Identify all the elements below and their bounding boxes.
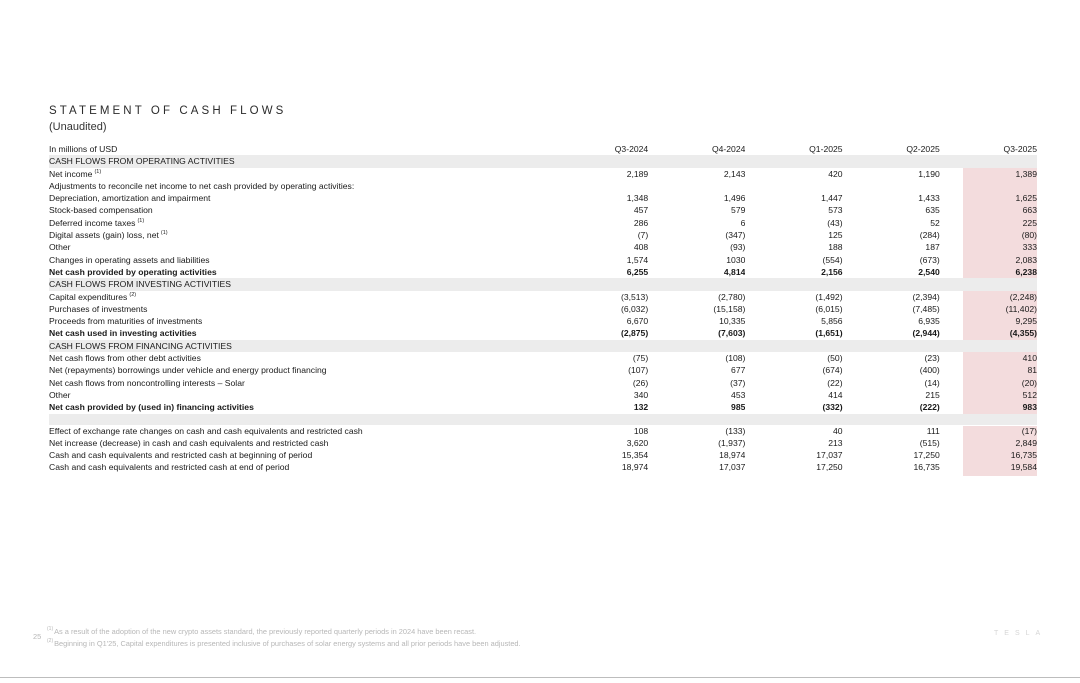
- footnote-ref: (1): [160, 230, 168, 237]
- cell-q4-2024: (7,603): [718, 328, 746, 339]
- row-label: Net (repayments) borrowings under vehicle and energy product financing: [49, 365, 327, 376]
- table-row: [49, 377, 1037, 389]
- cell-q2-2025: 52: [930, 217, 940, 228]
- table-row: [49, 192, 1037, 204]
- column-header: Q3-2025: [1003, 144, 1037, 154]
- cell-q3-2025: 1,389: [1015, 168, 1037, 179]
- cell-q3-2025: 2,849: [1015, 437, 1037, 448]
- cell-q2-2025: 215: [925, 389, 940, 400]
- cell-q1-2025: 125: [828, 230, 843, 241]
- cell-q1-2025: 5,856: [821, 316, 843, 327]
- table-row: [49, 389, 1037, 401]
- cell-q2-2025: (222): [919, 402, 940, 413]
- section-header-operating: CASH FLOWS FROM OPERATING ACTIVITIES: [49, 155, 1037, 167]
- row-label: Digital assets (gain) loss, net $^{(1)}$: [49, 230, 168, 241]
- cell-q3-2025: 2,083: [1015, 254, 1037, 265]
- cell-q2-2025: (400): [919, 365, 940, 376]
- footnote-1-text: As a result of the adoption of the new crypto assets standard, the previously reported quarterly periods in 2024 have been recast.: [54, 627, 477, 636]
- footnote-2: [47, 639, 521, 648]
- footnote-2-marker: (2): [47, 638, 54, 644]
- unit-label: In millions of USD: [49, 144, 118, 154]
- cell-q3-2024: (107): [628, 365, 649, 376]
- section-header-financing: CASH FLOWS FROM FINANCING ACTIVITIES: [49, 340, 1037, 352]
- cell-q2-2025: 111: [926, 425, 940, 436]
- cell-q1-2025: (674): [822, 365, 843, 376]
- cell-q4-2024: 18,974: [719, 450, 746, 461]
- cell-q4-2024: 17,037: [719, 462, 746, 473]
- cell-q3-2024: 3,620: [626, 437, 649, 448]
- cell-q2-2025: 16,735: [913, 462, 940, 473]
- cell-q4-2024: 579: [731, 205, 746, 216]
- cell-q3-2025: 333: [1022, 242, 1037, 253]
- cell-q3-2025: 983: [1022, 402, 1037, 413]
- cell-q4-2024: (108): [725, 353, 746, 364]
- table-row: [49, 204, 1037, 216]
- column-header: Q2-2025: [906, 144, 940, 154]
- row-label: Net increase (decrease) in cash and cash equivalents and restricted cash: [49, 437, 329, 448]
- table-row: [49, 217, 1037, 229]
- cell-q2-2025: 635: [925, 205, 940, 216]
- page-bottom-rule: [0, 677, 1080, 678]
- table-row: [49, 315, 1037, 327]
- row-label: Capital expenditures $^{(2)}$: [49, 291, 137, 302]
- cell-q3-2024: 340: [633, 389, 649, 400]
- table-header-row: [49, 143, 1037, 155]
- page-title: STATEMENT OF CASH FLOWS: [49, 105, 287, 117]
- cell-q4-2024: 2,143: [723, 168, 746, 179]
- cell-q2-2025: (23): [924, 353, 940, 364]
- adjustments-row: Adjustments to reconcile net income to net cash provided by operating activities:: [49, 180, 355, 191]
- subtotal-row: [49, 266, 1037, 278]
- cell-q3-2025: 512: [1022, 389, 1037, 400]
- cell-q3-2025: 81: [1027, 365, 1037, 376]
- cell-q3-2025: (11,402): [1005, 303, 1037, 314]
- section-divider: [49, 414, 1037, 425]
- cell-q3-2025: 6,238: [1015, 266, 1037, 277]
- column-header: Q4-2024: [711, 144, 746, 154]
- row-label: Cash and cash equivalents and restricted cash at beginning of period: [49, 450, 313, 461]
- row-label: Effect of exchange rate changes on cash and cash equivalents and restricted cash: [49, 425, 363, 436]
- cell-q1-2025: (332): [822, 402, 843, 413]
- cell-q1-2025: 414: [828, 389, 843, 400]
- cell-q2-2025: 2,540: [918, 266, 940, 277]
- cell-q4-2024: 453: [731, 389, 746, 400]
- row-label: Changes in operating assets and liabilities: [49, 254, 210, 265]
- table-row: [49, 352, 1037, 364]
- cell-q4-2024: (2,780): [718, 291, 746, 302]
- cell-q2-2025: (515): [919, 437, 940, 448]
- row-label: Stock-based compensation: [49, 205, 153, 216]
- page-number: 25: [33, 632, 42, 641]
- footnote-2-text: Beginning in Q1'25, Capital expenditures is presented inclusive of purchases of solar energy systems and all prior periods have been adjusted.: [54, 639, 521, 648]
- cell-q1-2025: (50): [827, 353, 843, 364]
- section-header-investing: CASH FLOWS FROM INVESTING ACTIVITIES: [49, 278, 1037, 290]
- cell-q4-2024: 1,496: [723, 193, 746, 204]
- cell-q2-2025: (284): [919, 230, 940, 241]
- cell-q4-2024: 4,814: [723, 266, 746, 277]
- row-label: Other: [49, 389, 71, 400]
- cell-q1-2025: (6,015): [815, 303, 843, 314]
- cell-q3-2024: (7): [637, 230, 649, 241]
- table-row: [49, 437, 1037, 449]
- cell-q3-2024: 6,255: [626, 266, 649, 277]
- column-header: Q1-2025: [809, 144, 843, 154]
- cell-q1-2025: 573: [828, 205, 843, 216]
- cell-q1-2025: 188: [828, 242, 843, 253]
- cell-q4-2024: (93): [730, 242, 746, 253]
- cell-q4-2024: 1030: [726, 254, 746, 265]
- cell-q3-2024: (6,032): [620, 303, 649, 314]
- cell-q1-2025: (22): [827, 377, 843, 388]
- cell-q4-2024: (347): [725, 230, 746, 241]
- page-subtitle: (Unaudited): [49, 121, 107, 133]
- cell-q1-2025: (43): [827, 217, 843, 228]
- cell-q3-2024: 6,670: [626, 316, 649, 327]
- cell-q3-2025: (2,248): [1009, 291, 1037, 302]
- cell-q3-2024: 2,189: [626, 168, 649, 179]
- row-label: Proceeds from maturities of investments: [49, 316, 203, 327]
- cell-q3-2025: (80): [1021, 230, 1037, 241]
- table-row: [49, 425, 1037, 437]
- table-row: [49, 449, 1037, 461]
- cell-q3-2024: 457: [633, 205, 649, 216]
- cell-q2-2025: 187: [925, 242, 940, 253]
- cell-q3-2025: (4,355): [1009, 328, 1037, 339]
- cell-q1-2025: 1,447: [821, 193, 843, 204]
- footnote-ref: (2): [129, 291, 137, 298]
- cell-q2-2025: (673): [919, 254, 940, 265]
- row-label: Purchases of investments: [49, 303, 148, 314]
- cell-q3-2024: 15,354: [621, 450, 649, 461]
- cell-q3-2024: 132: [633, 402, 649, 413]
- cell-q3-2024: (2,875): [620, 328, 649, 339]
- table-row: [49, 303, 1037, 315]
- cell-q3-2025: (20): [1021, 377, 1037, 388]
- footnote-1: [47, 627, 476, 636]
- cell-q4-2024: 677: [731, 365, 746, 376]
- footnote-ref: (1): [137, 217, 145, 224]
- cell-q4-2024: (15,158): [713, 303, 746, 314]
- cell-q3-2025: 16,735: [1010, 450, 1037, 461]
- cell-q1-2025: 2,156: [821, 266, 843, 277]
- subtotal-row: [49, 401, 1037, 413]
- column-header: Q3-2024: [614, 144, 649, 154]
- cell-q2-2025: (2,944): [912, 328, 940, 339]
- cell-q3-2025: 1,625: [1015, 193, 1037, 204]
- cell-q3-2025: 19,584: [1010, 462, 1037, 473]
- cell-q3-2024: 1,574: [626, 254, 649, 265]
- cell-q3-2025: 9,295: [1015, 316, 1037, 327]
- cell-q1-2025: 17,250: [816, 462, 843, 473]
- cell-q4-2024: (133): [725, 425, 746, 436]
- row-label: Net cash flows from other debt activities: [49, 353, 201, 364]
- cell-q3-2024: (26): [632, 377, 649, 388]
- footnote-1-marker: (1): [47, 626, 54, 632]
- cell-q3-2024: 1,348: [626, 193, 649, 204]
- cash-flow-table: [49, 143, 1037, 474]
- row-label: Net cash provided by (used in) financing activities: [49, 402, 254, 413]
- cell-q3-2024: 18,974: [621, 462, 649, 473]
- cell-q3-2024: 108: [633, 425, 649, 436]
- row-label: Net cash used in investing activities: [49, 328, 197, 339]
- cell-q4-2024: (37): [730, 377, 746, 388]
- cell-q2-2025: 6,935: [918, 316, 940, 327]
- table-row: [49, 461, 1037, 473]
- row-label: Net income $^{(1)}$: [49, 168, 102, 179]
- cell-q4-2024: (1,937): [718, 437, 746, 448]
- table-row: [49, 241, 1037, 253]
- table-row: [49, 229, 1037, 241]
- table-row: [49, 364, 1037, 376]
- cell-q4-2024: 6: [740, 217, 746, 228]
- cell-q2-2025: (2,394): [912, 291, 940, 302]
- cell-q3-2025: 225: [1022, 217, 1037, 228]
- cell-q3-2025: 663: [1022, 205, 1037, 216]
- row-label: Cash and cash equivalents and restricted cash at end of period: [49, 462, 290, 473]
- cell-q2-2025: 1,433: [918, 193, 940, 204]
- cell-q4-2024: 985: [731, 402, 746, 413]
- footnote-ref: (1): [94, 168, 102, 175]
- row-label: Other: [49, 242, 71, 253]
- cell-q3-2025: (17): [1021, 425, 1037, 436]
- cell-q2-2025: 17,250: [913, 450, 940, 461]
- cell-q4-2024: 10,335: [719, 316, 746, 327]
- cell-q1-2025: (1,651): [815, 328, 843, 339]
- cell-q3-2024: 286: [633, 217, 649, 228]
- cell-q3-2024: (3,513): [620, 291, 649, 302]
- cell-q3-2025: 410: [1022, 353, 1037, 364]
- cell-q1-2025: 17,037: [816, 450, 843, 461]
- cell-q2-2025: 1,190: [918, 168, 940, 179]
- cell-q3-2024: (75): [632, 353, 649, 364]
- brand-logo: TESLA: [994, 630, 1047, 637]
- cell-q2-2025: (14): [924, 377, 940, 388]
- row-label: Depreciation, amortization and impairment: [49, 193, 211, 204]
- table-row: [49, 168, 1037, 180]
- row-label: Deferred income taxes $^{(1)}$: [49, 217, 145, 228]
- cell-q1-2025: (1,492): [815, 291, 843, 302]
- row-label: Net cash provided by operating activities: [49, 266, 217, 277]
- cell-q1-2025: 420: [828, 168, 843, 179]
- cell-q3-2024: 408: [633, 242, 649, 253]
- subtotal-row: [49, 327, 1037, 339]
- table-row: [49, 254, 1037, 266]
- cell-q1-2025: 40: [833, 425, 843, 436]
- cell-q2-2025: (7,485): [912, 303, 940, 314]
- cell-q1-2025: 213: [828, 437, 843, 448]
- cell-q1-2025: (554): [822, 254, 843, 265]
- row-label: Net cash flows from noncontrolling interests – Solar: [49, 377, 245, 388]
- table-row: [49, 291, 1037, 303]
